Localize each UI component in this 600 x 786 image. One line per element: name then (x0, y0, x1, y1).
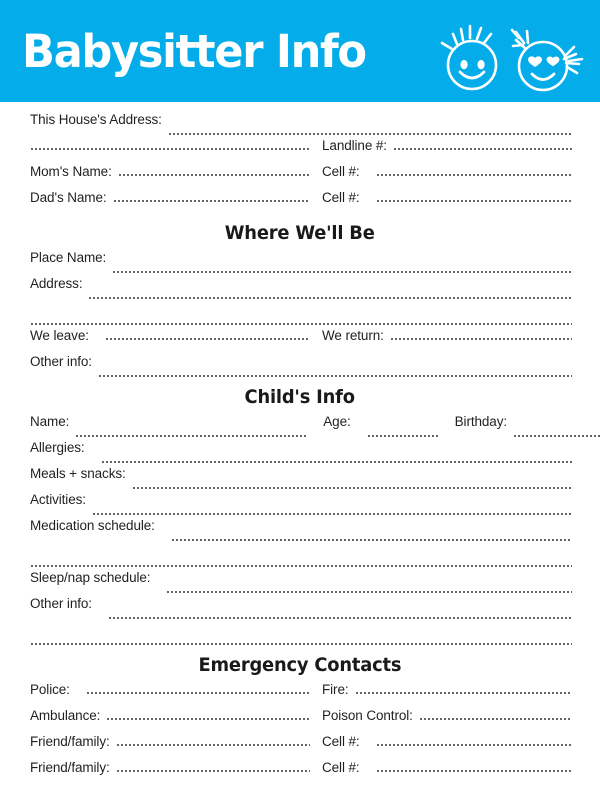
field-row-sleep-nap-schedule (0, 570, 600, 596)
col-we-return (322, 328, 572, 343)
col-moms-name (30, 164, 322, 179)
smiley-faces-illustration (424, 18, 592, 96)
input-ambulance[interactable] (106, 718, 310, 720)
col-friend-family-2-cell (322, 760, 572, 775)
field-row-child-name-age-birthday (0, 414, 600, 440)
field-row-where-address-cont (0, 302, 600, 328)
col-dads-cell (322, 190, 572, 205)
label-poison-control: Poison Control: (322, 708, 413, 723)
field-row-activities (0, 492, 600, 518)
section-heading-emergency (0, 648, 600, 682)
label-medication-schedule: Medication schedule: (30, 518, 155, 533)
label-we-leave: We leave: (30, 328, 89, 343)
col-moms-cell (322, 164, 572, 179)
smiley-face-spiky-hair-icon (442, 26, 496, 89)
input-we-leave[interactable] (105, 338, 310, 340)
input-friend-family-1-cell[interactable] (376, 744, 572, 746)
label-child-birthday: Birthday: (454, 414, 508, 429)
input-child-other-info-line2[interactable] (30, 643, 572, 645)
label-we-return: We return: (322, 328, 384, 343)
input-dads-cell[interactable] (376, 200, 572, 202)
field-row-ambulance-poison (0, 708, 600, 734)
label-moms-cell: Cell #: (322, 164, 360, 179)
label-dads-cell: Cell #: (322, 190, 360, 205)
input-medication-schedule-line2[interactable] (30, 565, 572, 567)
field-row-dads-name (0, 190, 600, 216)
label-landline: Landline #: (322, 138, 387, 153)
field-row-child-other-info (0, 596, 600, 622)
col-police (30, 682, 322, 697)
label-police: Police: (30, 682, 70, 697)
label-place-name: Place Name: (30, 250, 107, 265)
input-dads-name[interactable] (113, 200, 310, 202)
field-row-house-address-cont (0, 138, 600, 164)
col-we-leave (30, 328, 322, 343)
field-row-meals-snacks (0, 466, 600, 492)
label-where-other-info: Other info: (30, 354, 92, 369)
section-heading-where (0, 216, 600, 250)
col-ambulance (30, 708, 322, 723)
label-friend-family-1: Friend/family: (30, 734, 110, 749)
input-place-name[interactable] (112, 271, 572, 273)
label-friend-family-2: Friend/family: (30, 760, 110, 775)
field-row-allergies (0, 440, 600, 466)
input-child-birthday[interactable] (513, 435, 600, 437)
field-row-child-other-info-cont (0, 622, 600, 648)
smiley-face-heart-eyes-pigtails-icon (512, 30, 582, 90)
input-moms-name[interactable] (118, 174, 310, 176)
input-medication-schedule[interactable] (171, 539, 572, 541)
label-child-age: Age: (323, 414, 351, 429)
input-police[interactable] (86, 692, 310, 694)
input-sleep-nap-schedule[interactable] (166, 591, 572, 593)
label-friend-family-2-cell: Cell #: (322, 760, 360, 775)
input-moms-cell[interactable] (376, 174, 572, 176)
label-dads-name: Dad's Name: (30, 190, 107, 205)
input-child-age[interactable] (367, 435, 439, 437)
input-friend-family-2-cell[interactable] (376, 770, 572, 772)
label-child-other-info: Other info: (30, 596, 92, 611)
section-heading-emergency-text: Emergency Contacts (198, 654, 402, 676)
input-house-address[interactable] (168, 133, 572, 135)
field-row-where-other-info (0, 354, 600, 380)
input-friend-family-1[interactable] (116, 744, 310, 746)
input-allergies[interactable] (101, 461, 572, 463)
col-friend-family-1-cell (322, 734, 572, 749)
input-landline[interactable] (393, 148, 572, 150)
input-meals-snacks[interactable] (132, 487, 572, 489)
section-heading-child-text: Child's Info (244, 386, 356, 408)
label-ambulance: Ambulance: (30, 708, 101, 723)
label-sleep-nap-schedule: Sleep/nap schedule: (30, 570, 151, 585)
smiley-faces-svg (424, 18, 592, 96)
col-fire (322, 682, 572, 697)
section-heading-child (0, 380, 600, 414)
col-friend-family-1 (30, 734, 322, 749)
label-moms-name: Mom's Name: (30, 164, 112, 179)
input-friend-family-2[interactable] (116, 770, 310, 772)
input-where-other-info[interactable] (98, 375, 572, 377)
col-friend-family-2 (30, 760, 322, 775)
field-row-friend-family-2 (0, 760, 600, 786)
input-poison-control[interactable] (419, 718, 572, 720)
input-where-address[interactable] (88, 297, 572, 299)
label-where-address: Address: (30, 276, 83, 291)
label-child-name: Name: (30, 414, 70, 429)
field-row-house-address (0, 112, 600, 138)
input-house-address-line2[interactable] (30, 148, 310, 150)
col-dads-name (30, 190, 322, 205)
label-allergies: Allergies: (30, 440, 85, 455)
col-house-address-cont (30, 148, 322, 153)
page-title: Babysitter Info (22, 24, 366, 78)
field-row-medication-schedule (0, 518, 600, 544)
field-row-place-name (0, 250, 600, 276)
field-row-friend-family-1 (0, 734, 600, 760)
form-body (0, 102, 600, 786)
section-heading-where-text: Where We'll Be (225, 222, 375, 244)
input-where-address-line2[interactable] (30, 323, 572, 325)
input-child-name[interactable] (75, 435, 307, 437)
field-row-moms-name (0, 164, 600, 190)
field-row-police-fire (0, 682, 600, 708)
input-activities[interactable] (92, 513, 572, 515)
page-header (0, 0, 600, 102)
field-row-where-address (0, 276, 600, 302)
input-fire[interactable] (355, 692, 572, 694)
field-row-medication-schedule-cont (0, 544, 600, 570)
input-we-return[interactable] (390, 338, 572, 340)
label-fire: Fire: (322, 682, 349, 697)
label-house-address: This House's Address: (30, 112, 162, 127)
label-activities: Activities: (30, 492, 86, 507)
field-row-leave-return (0, 328, 600, 354)
label-friend-family-1-cell: Cell #: (322, 734, 360, 749)
input-child-other-info[interactable] (108, 617, 572, 619)
col-landline (322, 138, 572, 153)
col-poison-control (322, 708, 572, 723)
label-meals-snacks: Meals + snacks: (30, 466, 126, 481)
